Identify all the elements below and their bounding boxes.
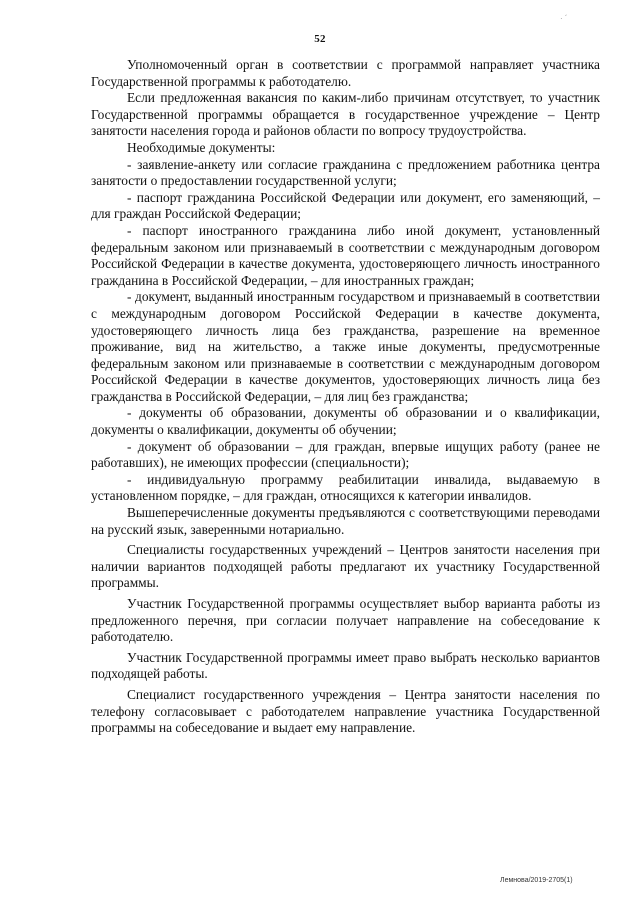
list-item: - паспорт гражданина Российской Федерации или документ, его заменяющий, – для граждан Российской Федерации; bbox=[91, 189, 600, 222]
paragraph: Необходимые документы: bbox=[127, 139, 276, 155]
paragraph: Специалист государственного учреждения – Центра занятости населения по телефону согласовывает с работодателем направление участника Государственной программы на собеседование и выдает ему направление. bbox=[91, 686, 600, 736]
paragraph: Вышеперечисленные документы предъявляются с соответствующими переводами на русский язык, заверенными нотариально. bbox=[91, 505, 600, 537]
paragraph: Специалисты государственных учреждений – Центров занятости населения при наличии вариантов подходящей работы предлагают их участнику Государственной программы. bbox=[91, 542, 600, 591]
list-item: - документ об образовании – для граждан, впервые ищущих работу (ранее не работавших), не имеющих профессии (специальности); bbox=[91, 438, 600, 471]
paragraph: Уполномоченный орган в соответствии с программой направляет участника Государственной программы к работодателю. bbox=[91, 57, 600, 89]
document-body bbox=[91, 57, 600, 737]
footer-code: Лемнова/2019-2705(1) bbox=[500, 877, 573, 884]
list-item: - документы об образовании, документы об образовании и о квалификации, документы о квалификации, документы об обучении; bbox=[91, 405, 600, 438]
paragraph: Участник Государственной программы имеет право выбрать несколько вариантов подходящей работы. bbox=[91, 649, 600, 682]
list-item: - заявление-анкету или согласие гражданина с предложением работника центра занятости о предоставлении государственной услуги; bbox=[91, 156, 600, 189]
paragraph: Участник Государственной программы осуществляет выбор варианта работы из предложенного перечня, при согласии получает направление на собеседование к работодателю. bbox=[91, 596, 600, 645]
paragraph: Если предложенная вакансия по каким-либо причинам отсутствует, то участник Государственной программы обращается в государственное учреждение – Центр занятости населения города и районов области по вопросу трудоустройства. bbox=[91, 90, 600, 139]
list-item: - индивидуальную программу реабилитации инвалида, выдаваемую в установленном порядке, – для граждан, относящихся к категории инвалидов. bbox=[91, 471, 600, 504]
list-item: - документ, выданный иностранным государством и признаваемый в соответствии с международным договором Российской Федерации в качестве документа, удостоверяющего личность лица без гражданства, разрешение на временное проживание, вид на жительство, а также иные документы, предусмотренные федеральным законом или признаваемые в соответствии с международным договором Российской Федерации в качестве документов, удостоверяющих личность лица без гражданства в Российской Федерации, – для лиц без гражданства; bbox=[91, 289, 600, 404]
corner-mark: · ´ bbox=[560, 14, 568, 23]
list-item: - паспорт иностранного гражданина либо иной документ, установленный федеральным законом или признаваемый в соответствии с международным договором Российской Федерации в качестве документа, удостоверяющего личность иностранного гражданина в Российской Федерации, – для иностранных граждан; bbox=[91, 222, 600, 288]
page-number: 52 bbox=[314, 33, 326, 45]
